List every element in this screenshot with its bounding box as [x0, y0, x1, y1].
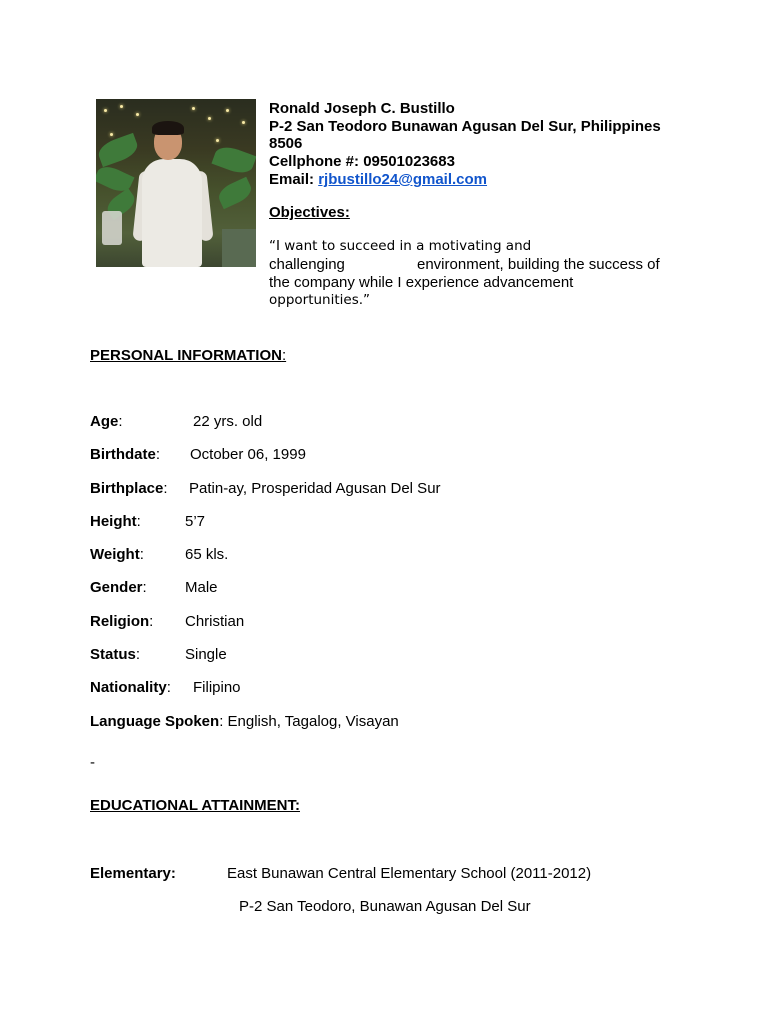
field-colon: : — [142, 579, 147, 596]
field-label: Age — [90, 413, 119, 430]
email-line — [269, 171, 487, 189]
personal-info-heading — [90, 347, 286, 365]
field-age — [90, 413, 123, 431]
objectives-heading: Objectives: — [269, 204, 350, 221]
objectives-line-2b: environment, building the success of — [417, 256, 660, 273]
field-value-nationality: Filipino — [193, 679, 241, 696]
field-colon: : — [166, 679, 171, 696]
field-value-gender: Male — [185, 579, 218, 596]
field-status — [90, 646, 140, 664]
email-label: Email: — [269, 171, 315, 188]
field-value-language: English, Tagalog, Visayan — [227, 713, 399, 730]
cellphone-line — [269, 153, 455, 171]
field-label: Birthdate — [90, 446, 156, 463]
field-nationality — [90, 679, 171, 697]
address-line-2: 8506 — [269, 135, 303, 152]
cellphone-label: Cellphone #: — [269, 153, 360, 170]
field-colon: : — [139, 546, 144, 563]
field-language — [90, 713, 399, 731]
address-line-1: P-2 San Teodoro Bunawan Agusan Del Sur, Philippines — [269, 118, 661, 135]
field-weight — [90, 546, 144, 564]
cellphone-number: 09501023683 — [363, 153, 455, 170]
objectives-line-3: the company while I experience advancement — [269, 274, 574, 291]
profile-photo — [96, 99, 256, 267]
field-label: Height — [90, 513, 137, 530]
field-label: Gender — [90, 579, 143, 596]
field-value-age: 22 yrs. old — [193, 413, 263, 430]
field-value-weight: 65 kls. — [185, 546, 229, 563]
field-colon: : — [149, 613, 154, 630]
elementary-label: Elementary: — [90, 865, 176, 882]
field-colon: : — [219, 713, 224, 730]
field-height — [90, 513, 141, 531]
field-label: Religion — [90, 613, 150, 630]
objectives-line-4: opportunities.” — [269, 292, 371, 308]
personal-info-heading-colon: : — [281, 347, 287, 364]
separator-dash: - — [90, 754, 95, 771]
field-colon: : — [118, 413, 123, 430]
field-colon: : — [155, 446, 161, 463]
field-colon: : — [163, 480, 168, 497]
field-value-birthdate: October 06, 1999 — [190, 446, 306, 463]
field-value-religion: Christian — [185, 613, 245, 630]
field-colon: : — [135, 646, 141, 663]
field-label: Birthplace — [90, 480, 164, 497]
email-link[interactable]: rjbustillo24@gmail.com — [318, 171, 488, 188]
field-label: Weight — [90, 546, 140, 563]
field-religion — [90, 613, 153, 631]
field-value-status: Single — [185, 646, 227, 663]
field-value-birthplace: Patin-ay, Prosperidad Agusan Del Sur — [189, 480, 441, 497]
field-gender — [90, 579, 147, 597]
field-value-height: 5’7 — [185, 513, 206, 530]
field-label: Nationality — [90, 679, 167, 696]
objectives-line-1: “I want to succeed in a motivating and — [269, 238, 532, 254]
personal-info-heading-text: PERSONAL INFORMATION — [90, 347, 282, 364]
field-colon: : — [136, 513, 141, 530]
elementary-school: East Bunawan Central Elementary School (2011-2012) — [227, 865, 592, 882]
applicant-name: Ronald Joseph C. Bustillo — [269, 100, 455, 117]
objectives-line-2a: challenging — [269, 256, 345, 273]
field-label: Language Spoken — [90, 713, 220, 730]
education-heading: EDUCATIONAL ATTAINMENT: — [90, 797, 300, 814]
field-birthdate — [90, 446, 160, 464]
elementary-address: P-2 San Teodoro, Bunawan Agusan Del Sur — [239, 898, 531, 915]
field-birthplace — [90, 480, 168, 498]
field-label: Status — [90, 646, 136, 663]
